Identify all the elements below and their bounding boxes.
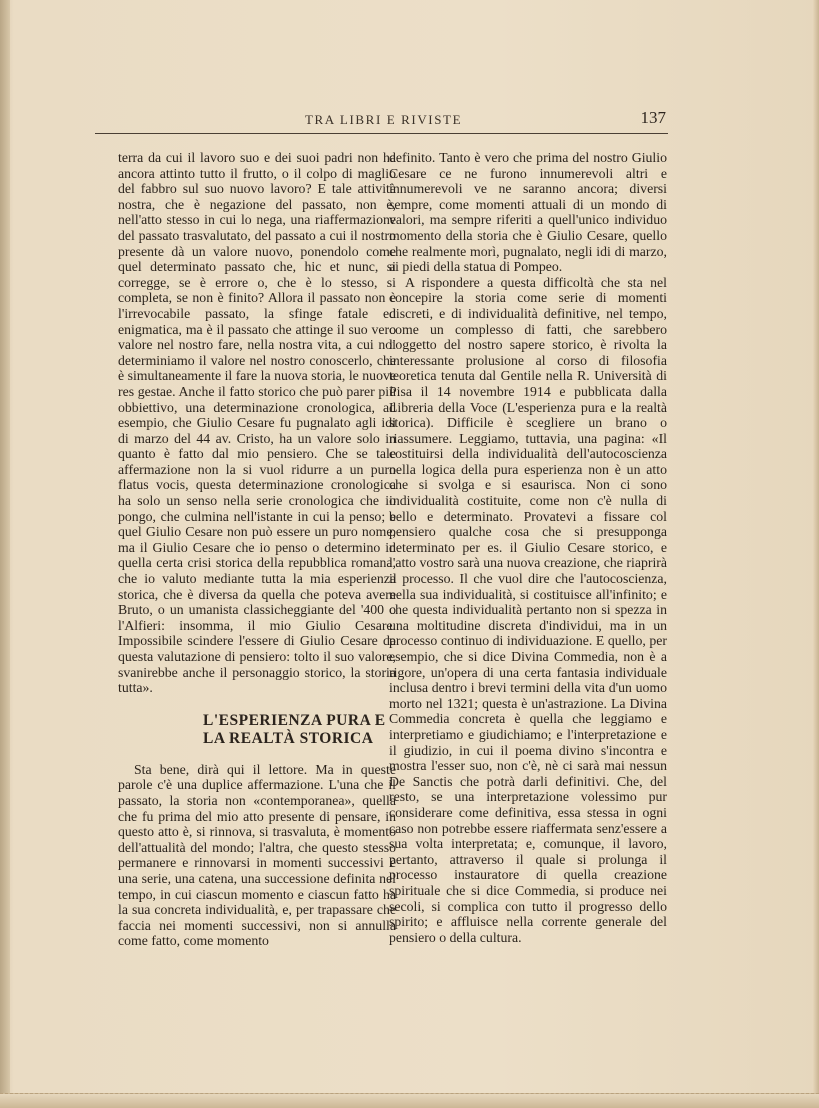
page-number: 137 xyxy=(640,108,666,127)
page-binding xyxy=(0,0,10,1108)
section-heading-line-1: L'ESPERIENZA PURA E xyxy=(203,711,386,729)
right-column xyxy=(389,150,667,945)
left-paragraph-2: Sta bene, dirà qui il lettore. Ma in queste parole c'è una duplice affermazione. L'una che il passato, la storia non «contemporanea», quella che fu prima del mio atto presente di pensare, in questo atto è, si rinnova, si trasvaluta, è momento dell'attualità del mondo; l'altra, che questo stesso permanere e rinnovarsi in momenti successivi è una serie, una catena, una successione definita nel tempo, in cui ciascun momento e ciascun fatto ha la sua concreta individualità, e, per trapassare che faccia nei momenti successivi, non si annulla come fatto, come momento xyxy=(118,761,396,949)
section-heading xyxy=(118,712,396,748)
left-column xyxy=(118,150,396,949)
right-paragraph-1: definito. Tanto è vero che prima del nostro Giulio Cesare ce ne furono innumerevoli altri e innumerevoli ve ne saranno ancora; diversi sempre, come momenti attuali di un mondo di valori, ma sempre riferiti a quell'unico individuo momento della storia che è Giulio Cesare, quello che realmente morì, pugnalato, negli idi di marzo, ai piedi della statua di Pompeo. xyxy=(389,150,667,275)
right-paragraph-2: A rispondere a questa difficoltà che sta nel concepire la storia come serie di momenti discreti, e di individualità definitive, nel tempo, come un complesso di fatti, che sarebbero l'oggetto del nostro sapere storico, è rivolta la interessante prolusione al corso di filosofia teoretica tenuta dal Gentile nella R. Università di Pisa il 14 novembre 1914 e pubblicata dalla Libreria della Voce (L'esperienza pura e la realtà storica). Difficile è scegliere un brano o riassumere. Leggiamo, tuttavia, una pagina: «Il costituirsi della individualità dell'autocoscienza nella logica della pura esperienza non è un atto che si svolga e si esaurisca. Non ci sono individualità costituite, come non c'è nulla di bello e determinato. Provatevi a fissare col pensiero qualche cosa che si presupponga determinato per es. il Giulio Cesare storico, e l'atto vostro sarà una nuova creazione, che riaprirà il processo. Il che vuol dire che l'autocoscienza, nella sua individualità, si costituisce all'infinito; e che questa individualità pertanto non si spezza in una moltitudine discreta d'individui, ma in un processo continuo di individuazione. E quello, per esempio, che si dice Divina Commedia, non è a rigore, un'opera di una certa fantasia individuale inclusa dentro i brevi termini della vita d'un uomo morto nel 1321; questa è un'astrazione. La Divina Commedia concreta è quella che leggiamo e interpretiamo e giudichiamo; e l'interpretazione e il giudizio, in cui il poema divino s'incontra e mostra l'esser suo, non c'è, nè ci sarà mai nessun De Sanctis che potrà darli definitivi. Che, del resto, se una interpretazione volessimo pur considerare come definitiva, essa stessa in ogni caso non potrebbe essere riaffermata senz'essere a sua volta interpretata; e, comunque, il lavoro, pertanto, attraverso il quale si prolunga il processo instauratore di quella creazione spirituale che si dice Commedia, si produce nei secoli, si complica con tutto il progresso dello spirito; e affluisce nella corrente generale del pensiero o della cultura. xyxy=(389,274,667,945)
page-header xyxy=(95,108,668,132)
left-paragraph-1: terra da cui il lavoro suo e dei suoi padri non ha ancora attinto tutto il frutto, o il colpo di maglio del fabbro sul suo nuovo lavoro? E tale attività nostra, che è negazione del passato, non è, nell'atto stesso in cui lo nega, una riaffermazione del passato trasvalutato, del passato a cui il nostro presente dà un valore nuovo, ponendolo come quel determinato passato che, hic et nunc, si corregge, se è errore o, che è lo stesso, si completa, se non è finito? Allora il passato non è l'irrevocabile passato, la sfinge fatale ed enigmatica, ma è il passato che attinge il suo vero valore nel nostro fare, nella nostra vita, a cui noi determiniamo il valore nel nostro conoscerlo, che è simultaneamente il fare la nuova storia, le nuove res gestae. Anche il fatto storico che può parer più obbiettivo, una determinazione cronologica, ad esempio, che Giulio Cesare fu pugnalato agli idi di marzo del 44 av. Cristo, ha un valore solo in quanto è fatto dal mio pensiero. Che se tale affermazione non la si vuol ridurre a un puro flatus vocis, questa determinazione cronologica ha solo un senso nella serie cronologica che io pongo, che culmina nell'istante in cui la penso; e quel Giulio Cesare non può essere un puro nome, ma il Giulio Cesare che io penso o determino in quella certa crisi storica della repubblica romana, che io valuto mediante tutta la mia esperienza storica, che è diversa da quella che poteva avere Bruto, o un umanista classicheggiante del '400 o l'Alfieri: insomma, il mio Giulio Cesare. Impossibile scindere l'essere di Giulio Cesare da questa valutazione di pensiero: tolto il suo valore, svanirebbe anche il personaggio storico, la storia tutta». xyxy=(118,150,396,696)
page-edge xyxy=(813,0,819,1108)
header-rule xyxy=(95,133,668,134)
section-heading-line-2: LA REALTÀ STORICA xyxy=(203,729,374,747)
page-bottom-edge xyxy=(0,1093,819,1108)
running-title: TRA LIBRI E RIVISTE xyxy=(305,112,463,127)
